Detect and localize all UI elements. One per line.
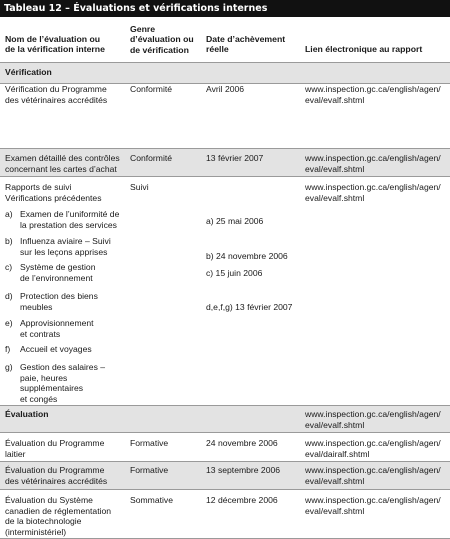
header-name-line2: de la vérification interne — [5, 44, 105, 55]
header-type-line2: d’évaluation ou — [130, 34, 194, 45]
row2-type: Conformité — [130, 153, 173, 163]
subitem-b-line1: Influenza aviaire – Suivi — [20, 236, 111, 246]
row2-date: 13 février 2007 — [206, 153, 264, 163]
subitem-f-line1: Accueil et voyages — [20, 344, 92, 354]
subitem-a-marker: a) — [5, 209, 13, 219]
row5-link[interactable] — [305, 465, 441, 486]
row1-type: Conformité — [130, 84, 173, 94]
row-divider — [0, 405, 450, 406]
subitem-b — [5, 236, 111, 257]
row-divider — [0, 176, 450, 177]
row1-name-line1: Vérification du Programme — [5, 84, 107, 94]
section-evaluation-link-line2[interactable]: eval/evalf.shtml — [305, 419, 365, 430]
row2-link-line1[interactable]: www.inspection.gc.ca/english/agen/ — [305, 153, 441, 163]
section-verification-band — [0, 62, 450, 83]
row-divider — [0, 461, 450, 462]
subitem-g-line4: et congés — [20, 393, 58, 404]
row5-name — [5, 465, 107, 486]
subitem-c-line1: Système de gestion — [20, 262, 96, 272]
row3-name-line1: Rapports de suivi — [5, 182, 72, 192]
row5-link-line1[interactable]: www.inspection.gc.ca/english/agen/ — [305, 465, 441, 475]
row2-link-line2[interactable]: eval/evalf.shtml — [305, 163, 365, 174]
section-evaluation-link-line1[interactable]: www.inspection.gc.ca/english/agen/ — [305, 409, 441, 419]
subitem-g-line2: paie, heures — [20, 372, 68, 383]
subitem-c-marker: c) — [5, 262, 13, 272]
subitem-e — [5, 318, 94, 339]
row2-name-line1: Examen détaillé des contrôles — [5, 153, 120, 163]
subitem-c — [5, 262, 95, 283]
row6-name — [5, 495, 111, 537]
row5-name-line1: Évaluation du Programme — [5, 465, 105, 475]
subitem-c-line2: de l’environnement — [20, 272, 93, 283]
row6-name-line4: (interministériel) — [5, 526, 67, 537]
subitem-g — [5, 362, 105, 404]
row4-link-line1[interactable]: www.inspection.gc.ca/english/agen/ — [305, 438, 441, 448]
row6-name-line3: de la biotechnologie — [5, 516, 82, 527]
row3-link-line1[interactable]: www.inspection.gc.ca/english/agen/ — [305, 182, 441, 192]
section-verification-label: Vérification — [5, 67, 52, 77]
row1-link[interactable] — [305, 84, 441, 105]
header-link — [305, 44, 422, 54]
subitem-b-line2: sur les leçons apprises — [20, 246, 108, 257]
row4-type: Formative — [130, 438, 169, 448]
row5-link-line2[interactable]: eval/evalf.shtml — [305, 475, 365, 486]
row6-link-line1[interactable]: www.inspection.gc.ca/english/agen/ — [305, 495, 441, 505]
subitem-d-line1: Protection des biens — [20, 291, 98, 301]
row2-name-line2: concernant les cartes d’achat — [5, 163, 117, 174]
row1-name-line2: des vétérinaires accrédités — [5, 94, 108, 105]
section-evaluation-link[interactable] — [305, 409, 441, 430]
row3-link[interactable] — [305, 182, 441, 203]
subitem-g-line3: supplémentaires — [20, 383, 84, 394]
subitem-e-line1: Approvisionnement — [20, 318, 94, 328]
header-date — [206, 34, 285, 55]
header-link-line1: Lien électronique au rapport — [305, 44, 423, 54]
subitem-a-line2: la prestation des services — [20, 219, 117, 230]
row5-date: 13 septembre 2006 — [206, 465, 281, 475]
subitem-g-marker: g) — [5, 362, 13, 372]
subitem-e-marker: e) — [5, 318, 13, 328]
row1-link-line2[interactable]: eval/evalf.shtml — [305, 94, 365, 105]
subitem-a-line1: Examen de l’uniformité de — [20, 209, 120, 219]
header-date-line1: Date d’achèvement — [206, 34, 286, 44]
row2-name — [5, 153, 120, 174]
row6-link[interactable] — [305, 495, 441, 516]
header-type — [130, 24, 194, 55]
table-title: Tableau 12 – Évaluations et vérifications internes — [0, 0, 450, 17]
row5-name-line2: des vétérinaires accrédités — [5, 475, 108, 486]
row6-type: Sommative — [130, 495, 173, 505]
subitem-a — [5, 209, 119, 230]
row6-name-line1: Évaluation du Système — [5, 495, 93, 505]
header-name-line1: Nom de l’évaluation ou — [5, 34, 101, 44]
subitem-f-marker: f) — [5, 344, 11, 354]
row3-date-c: c) 15 juin 2006 — [206, 268, 263, 278]
row3-type: Suivi — [130, 182, 149, 192]
subitem-e-line2: et contrats — [20, 328, 61, 339]
row-divider — [0, 62, 450, 63]
row3-date-defg: d,e,f,g) 13 février 2007 — [206, 302, 293, 312]
subitem-f — [5, 344, 92, 355]
row4-name — [5, 438, 104, 459]
row6-link-line2[interactable]: eval/evalf.shtml — [305, 505, 365, 516]
row4-link[interactable] — [305, 438, 441, 459]
row3-link-line2[interactable]: eval/evalf.shtml — [305, 192, 365, 203]
row2-link[interactable] — [305, 153, 441, 174]
row-divider — [0, 432, 450, 433]
subitem-d — [5, 291, 98, 312]
row-divider — [0, 489, 450, 490]
row6-name-line2: canadien de réglementation — [5, 505, 112, 516]
subitem-d-line2: meubles — [20, 301, 53, 312]
row4-name-line2: laitier — [5, 448, 26, 459]
row1-link-line1[interactable]: www.inspection.gc.ca/english/agen/ — [305, 84, 441, 94]
row-divider — [0, 83, 450, 84]
subitem-d-marker: d) — [5, 291, 13, 301]
section-evaluation-label: Évaluation — [5, 409, 49, 419]
row3-name — [5, 182, 102, 203]
row6-date: 12 décembre 2006 — [206, 495, 278, 505]
row-divider — [0, 148, 450, 149]
row4-name-line1: Évaluation du Programme — [5, 438, 105, 448]
row4-date: 24 novembre 2006 — [206, 438, 278, 448]
row5-type: Formative — [130, 465, 169, 475]
subitem-b-marker: b) — [5, 236, 13, 246]
header-name — [5, 34, 105, 55]
row4-link-line2[interactable]: eval/dairalf.shtml — [305, 448, 370, 459]
subitem-g-line1: Gestion des salaires – — [20, 362, 106, 372]
row3-date-b: b) 24 novembre 2006 — [206, 251, 288, 261]
row3-date-a: a) 25 mai 2006 — [206, 216, 264, 226]
row1-date: Avril 2006 — [206, 84, 245, 94]
header-type-line3: de vérification — [130, 44, 189, 55]
header-date-line2: réelle — [206, 44, 229, 55]
header-type-line1: Genre — [130, 24, 156, 34]
row3-name-line2: Vérifications précédentes — [5, 192, 102, 203]
row1-name — [5, 84, 107, 105]
